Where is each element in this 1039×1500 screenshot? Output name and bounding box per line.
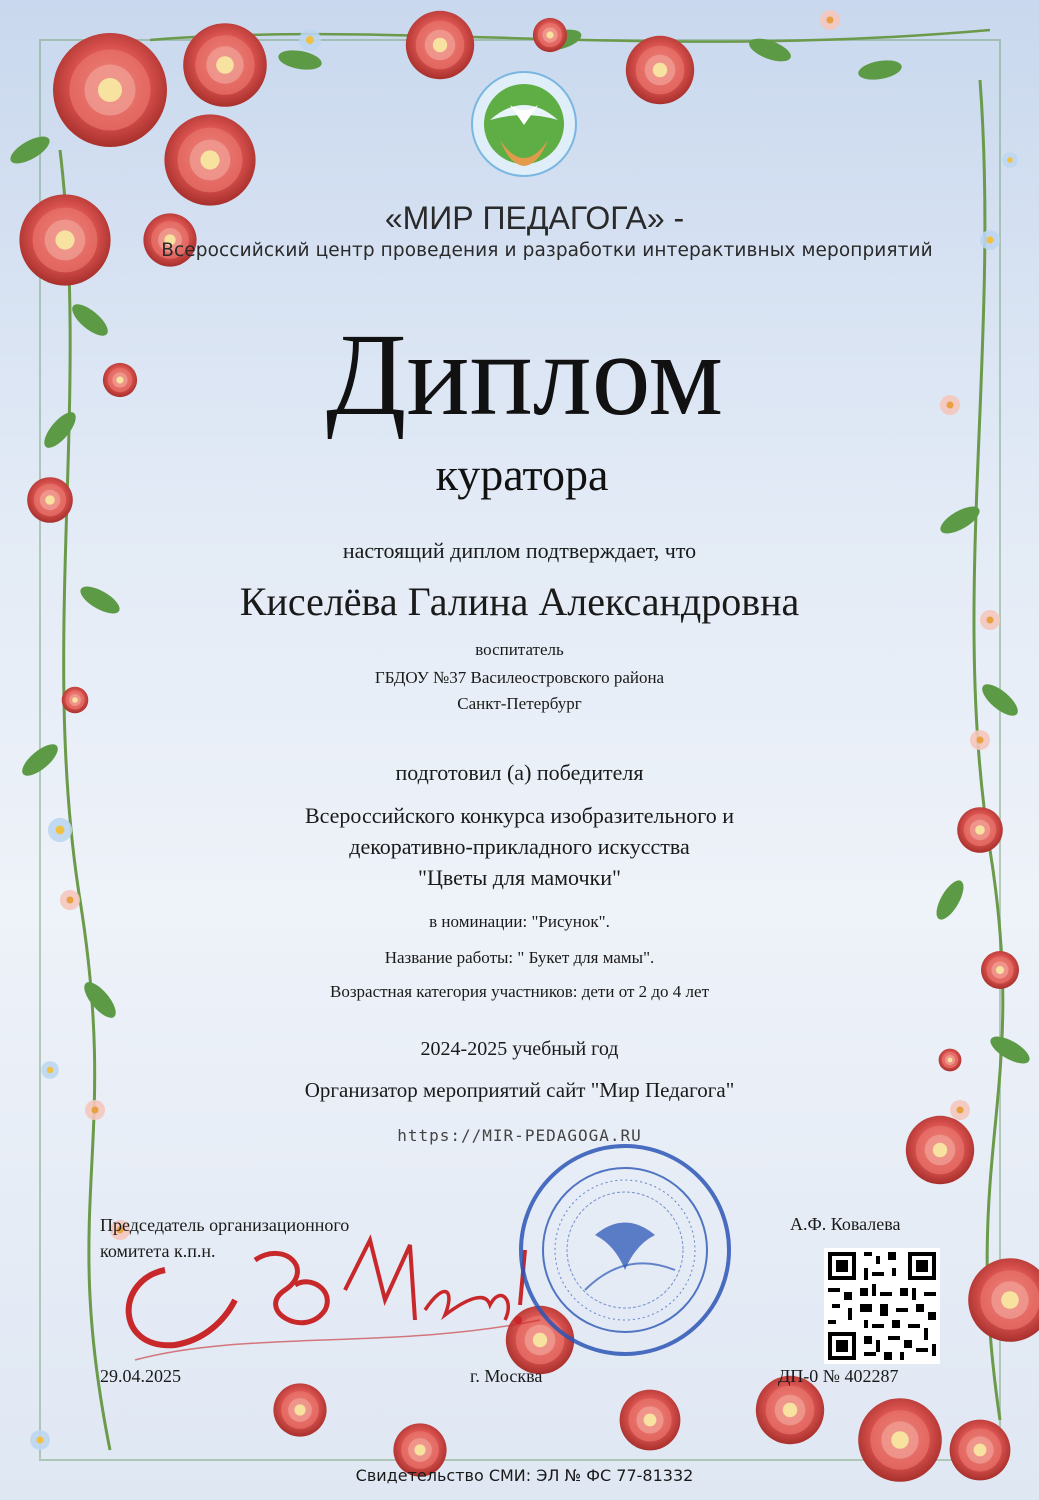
- issue-place: г. Москва: [470, 1366, 543, 1386]
- organization-subtitle: Всероссийский центр проведения и разработки интерактивных мероприятий: [161, 240, 933, 261]
- school-year: 2024-2025 учебный год: [420, 1038, 619, 1060]
- confirm-text: настоящий диплом подтверждает, что: [342, 538, 697, 563]
- contest-line-2: декоративно-прикладного искусства: [349, 834, 690, 859]
- contest-line-3: "Цветы для мамочки": [418, 865, 621, 890]
- recipient-city: Санкт-Петербург: [457, 694, 582, 713]
- signer-name: А.Ф. Ковалева: [790, 1214, 901, 1234]
- media-certificate: Свидетельство СМИ: ЭЛ № ФС 77-81332: [355, 1466, 694, 1485]
- recipient-name: Киселёва Галина Александровна: [239, 579, 800, 624]
- chair-line-1: Председатель организационного: [100, 1215, 350, 1235]
- organizer: Организатор мероприятий сайт "Мир Педагога": [304, 1078, 735, 1102]
- qr-code[interactable]: [824, 1248, 940, 1364]
- chair-title: [100, 1212, 480, 1264]
- prepared-text: подготовил (а) победителя: [395, 760, 644, 785]
- diploma-title: Диплом: [325, 309, 724, 440]
- march-8-script-greeting: [95, 1180, 545, 1370]
- nomination: в номинации: "Рисунок".: [429, 912, 610, 931]
- diploma-subtitle: куратора: [435, 449, 609, 500]
- chair-line-2: комитета к.п.н.: [100, 1241, 216, 1261]
- work-title: Название работы: " Букет для мамы".: [384, 948, 655, 967]
- organization-name: «МИР ПЕДАГОГА» -: [384, 200, 685, 236]
- recipient-institution: ГБДОУ №37 Василеостровского района: [374, 668, 665, 687]
- mir-pedagoga-logo: [470, 70, 578, 178]
- official-stamp: [515, 1140, 735, 1360]
- diploma-number: ДП-0 № 402287: [778, 1366, 899, 1386]
- issue-date: 29.04.2025: [100, 1366, 181, 1386]
- contest-description: [0, 800, 1039, 893]
- contest-line-1: Всероссийского конкурса изобразительного и: [304, 803, 735, 828]
- recipient-position: воспитатель: [475, 640, 564, 659]
- website-link[interactable]: https://MIR-PEDAGOGA.RU: [397, 1126, 642, 1145]
- age-category: Возрастная категория участников: дети от 2 до 4 лет: [329, 982, 710, 1001]
